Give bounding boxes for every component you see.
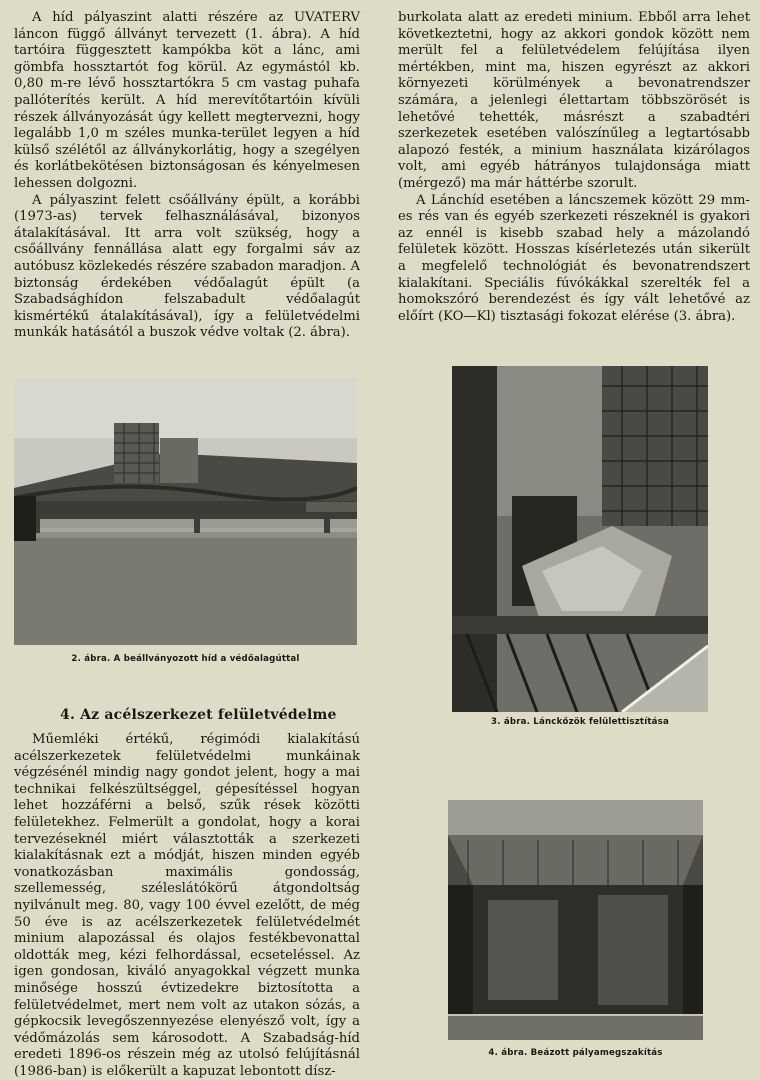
paragraph: burkolata alatt az eredeti minium. Ebből arra lehet következtetni, hogy az akkori gondok között nem merült fel a felületvédelem felújítása ilyen mértékben, mint ma, hiszen egyrészt az akkori környezeti körülmények a bevonatrendszer számára, a jelenlegi élettartam többszörösét is lehetővé tehették, másrészt a szabadtéri szerkezetek esetében valószínűleg a legtartósabb alapozó festék, a minium használata kizárólagos volt, ami egyéb hátrányos tulajdonsága miatt (mérgező) ma már háttérbe szorult. bbox=[398, 10, 750, 191]
chain-links-image bbox=[452, 366, 708, 712]
bridge-scaffold-image bbox=[14, 378, 357, 645]
figure-4-photo bbox=[448, 800, 703, 1040]
left-column-bottom bbox=[14, 732, 360, 1080]
figure-3-photo bbox=[452, 366, 708, 712]
paragraph: A Lánchíd esetében a láncszemek között 29 mm-es rés van és egyéb szerkezeti részeknél is gyakori az ennél is kisebb szabad hely a mázolandó felületek között. Hosszas kísérletezés után sikerült a megfelelő technológiát és bevonatrendszert kialakítani. Speciális fúvókákkal szerelték fel a homokszóró berendezést és így vált lehetővé az előírt (KO—Kl) tisztasági fokozat elérése (3. ábra). bbox=[398, 192, 750, 324]
section-heading: 4. Az acélszerkezet felületvédelme bbox=[60, 707, 337, 723]
figure-4-caption: 4. ábra. Beázott pályamegszakítás bbox=[488, 1048, 663, 1058]
deck-leak-image bbox=[448, 800, 703, 1040]
figure-2-photo bbox=[14, 378, 357, 645]
left-column bbox=[14, 10, 360, 342]
paragraph: A híd pályaszint alatti részére az UVATERV láncon függő állványt tervezett (1. ábra). A híd tartóira függesztett kampókba köt a lánc, ami gömbfa hossztartót fog körül. Az egymástól kb. 0,80 m-re lévő hossztartókra 5 cm vastag puhafa pallóterítés került. A híd merevítőtartóin kívüli részek állványozását úgy kellett megtervezni, hogy legalább 1,0 m széles munka-terület legyen a híd külső szélétől az állványkorlátig, hogy a szegélyen és korlátbekötésen biztonságosan és kényelmesen lehessen dolgozni. bbox=[14, 10, 360, 191]
paragraph: A pályaszint felett csőállvány épült, a korábbi (1973-as) tervek felhasználásával, bizonyos átalakításával. Itt arra volt szükség, hogy a csőállvány fennállása alatt egy forgalmi sáv az autóbusz közlekedés részére szabadon maradjon. A biztonság érdekében védőalagút épült (a Szabadsághídon felszabadult védőalagút kismértékű átalakításával), így a felületvédelmi munkák hatásától a buszok védve voltak (2. ábra). bbox=[14, 192, 360, 341]
right-column bbox=[398, 10, 750, 325]
paragraph: Műemléki értékű, régimódi kialakítású acélszerkezetek felületvédelmi munkáinak végzésénél mindig nagy gondot jelent, hogy a mai technikai felkészültséggel, gépesítéssel hogyan lehet hozzáférni a belső, szűk rések közötti felületekhez. Felmerült a gondolat, hogy a korai tervezéseknél miért választották a szerkezeti kialakításnak ezt a módját, hiszen minden egyéb vonatkozásban maximális gondosság, szellemesség, széleslátókörű átgondoltság nyilvánult meg. 80, vagy 100 évvel ezelőtt, de még 50 éve is az acélszerkezetek felületvédelmét minium alapozással és olajos festékbevonattal oldották meg, kézi felhordással, ecseteléssel. Az igen gondosan, kiváló anyagokkal végzett munka minősége hosszú évtizedekre biztosította a felületvédelmet, mert nem volt az utakon sózás, a gépkocsik levegőszennyezése elenyésző volt, így a védőmázolás sem károsodott. A Szabadság-híd eredeti 1896-os részein még az utolsó felújításnál (1986-ban) is előkerült a kapuzat lebontott dísz- bbox=[14, 732, 360, 1079]
figure-2-caption: 2. ábra. A beállványozott híd a védőalagúttal bbox=[71, 654, 300, 664]
figure-3-caption: 3. ábra. Lánckőzök felülettisztítása bbox=[491, 717, 669, 727]
